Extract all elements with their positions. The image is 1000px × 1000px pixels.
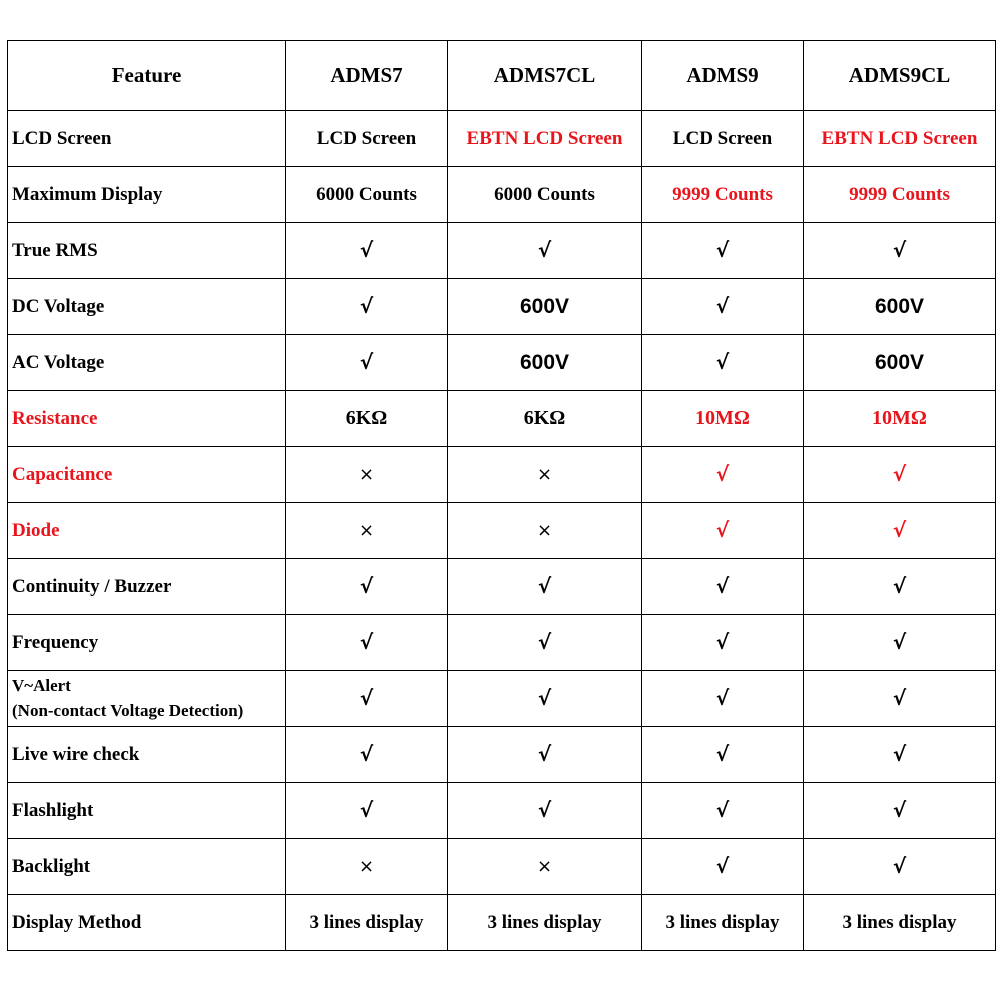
value-text: 9999 Counts [672,183,773,205]
check-mark-icon: √ [537,238,552,262]
table-row [8,615,996,671]
value-text: 6KΩ [345,407,388,429]
header-row [8,41,996,111]
value-cell [286,335,448,391]
value-cell [642,391,804,447]
check-mark-icon: √ [892,686,907,710]
table-row [8,447,996,503]
check-mark-icon: √ [715,294,730,318]
value-text: 3 lines display [487,911,602,933]
table-row [8,559,996,615]
value-cell [448,839,642,895]
check-mark-icon: √ [537,630,552,654]
table-row [8,671,996,727]
check-mark-icon: √ [715,630,730,654]
feature-cell: True RMS [8,223,286,279]
value-cell [804,503,996,559]
value-cell [448,671,642,727]
value-cell [286,783,448,839]
check-mark-icon: √ [892,462,907,486]
value-cell [642,895,804,951]
value-cell [286,559,448,615]
value-cell [448,503,642,559]
value-cell [642,671,804,727]
value-cell [448,391,642,447]
value-text: 6KΩ [523,407,566,429]
check-mark-icon: √ [715,742,730,766]
value-cell [286,167,448,223]
value-cell [804,615,996,671]
value-cell [804,111,996,167]
cross-mark-icon: × [358,855,375,877]
value-cell [448,615,642,671]
header-adms7: ADMS7 [286,41,448,111]
value-cell [642,783,804,839]
cross-mark-icon: × [536,463,553,485]
value-cell [448,447,642,503]
header-adms9cl: ADMS9CL [804,41,996,111]
value-cell [448,559,642,615]
value-cell [804,391,996,447]
value-text: 6000 Counts [316,183,417,205]
feature-cell: Diode [8,503,286,559]
value-cell [804,895,996,951]
check-mark-icon: √ [892,238,907,262]
check-mark-icon: √ [537,742,552,766]
value-text: 3 lines display [842,911,957,933]
value-text: 600V [874,350,925,374]
feature-cell: Live wire check [8,727,286,783]
table-row [8,783,996,839]
check-mark-icon: √ [359,686,374,710]
value-cell [448,895,642,951]
cross-mark-icon: × [358,463,375,485]
value-cell [804,783,996,839]
feature-cell: LCD Screen [8,111,286,167]
feature-label: V~Alert [12,675,71,695]
table-row [8,279,996,335]
check-mark-icon: √ [537,798,552,822]
value-text: 3 lines display [309,911,424,933]
value-cell [642,279,804,335]
value-cell [804,167,996,223]
value-cell [286,223,448,279]
check-mark-icon: √ [892,630,907,654]
value-text: LCD Screen [316,127,417,149]
table-row [8,895,996,951]
feature-cell: Capacitance [8,447,286,503]
value-cell [804,335,996,391]
table-row [8,111,996,167]
value-cell [804,279,996,335]
check-mark-icon: √ [715,574,730,598]
check-mark-icon: √ [537,574,552,598]
value-cell [286,727,448,783]
value-cell [286,671,448,727]
value-text: 6000 Counts [494,183,595,205]
check-mark-icon: √ [715,686,730,710]
table-row [8,727,996,783]
value-cell [286,895,448,951]
value-text: 3 lines display [665,911,780,933]
value-cell [448,727,642,783]
table-row [8,223,996,279]
value-cell [804,671,996,727]
value-cell [286,111,448,167]
table-row [8,391,996,447]
value-text: 9999 Counts [849,183,950,205]
feature-cell: Frequency [8,615,286,671]
value-cell [448,111,642,167]
value-cell [286,839,448,895]
feature-cell: Backlight [8,839,286,895]
value-cell [448,279,642,335]
value-cell [286,391,448,447]
value-text: 10MΩ [695,407,750,429]
value-cell [286,447,448,503]
value-cell [642,615,804,671]
check-mark-icon: √ [715,238,730,262]
check-mark-icon: √ [892,518,907,542]
feature-cell [8,671,286,727]
value-cell [642,223,804,279]
table-header [8,41,996,111]
value-text: 600V [874,294,925,318]
table-row [8,335,996,391]
feature-cell: Maximum Display [8,167,286,223]
value-cell [804,223,996,279]
value-text: LCD Screen [672,127,773,149]
check-mark-icon: √ [359,574,374,598]
header-adms9: ADMS9 [642,41,804,111]
value-cell [448,167,642,223]
table-row [8,167,996,223]
feature-cell: AC Voltage [8,335,286,391]
header-adms7cl: ADMS7CL [448,41,642,111]
value-cell [642,167,804,223]
check-mark-icon: √ [715,518,730,542]
value-text: 600V [519,350,570,374]
table-row [8,839,996,895]
value-cell [642,111,804,167]
cross-mark-icon: × [536,519,553,541]
value-cell [642,503,804,559]
header-feature: Feature [8,41,286,111]
feature-cell: Flashlight [8,783,286,839]
feature-cell: Continuity / Buzzer [8,559,286,615]
table-row [8,503,996,559]
value-cell [642,559,804,615]
table-body [8,111,996,951]
value-cell [448,223,642,279]
feature-cell: Resistance [8,391,286,447]
value-text: EBTN LCD Screen [466,127,623,149]
value-cell [448,783,642,839]
value-text: 600V [519,294,570,318]
check-mark-icon: √ [715,462,730,486]
feature-sublabel: (Non-contact Voltage Detection) [12,700,244,720]
cross-mark-icon: × [536,855,553,877]
value-cell [642,839,804,895]
value-text: EBTN LCD Screen [821,127,978,149]
check-mark-icon: √ [892,798,907,822]
feature-cell: Display Method [8,895,286,951]
value-cell [804,447,996,503]
check-mark-icon: √ [359,238,374,262]
check-mark-icon: √ [359,294,374,318]
value-cell [286,503,448,559]
check-mark-icon: √ [715,854,730,878]
value-cell [804,727,996,783]
value-cell [804,559,996,615]
value-cell [804,839,996,895]
comparison-table [7,40,996,951]
value-cell [642,727,804,783]
check-mark-icon: √ [892,574,907,598]
feature-cell: DC Voltage [8,279,286,335]
cross-mark-icon: × [358,519,375,541]
check-mark-icon: √ [715,350,730,374]
value-cell [642,335,804,391]
check-mark-icon: √ [537,686,552,710]
check-mark-icon: √ [359,350,374,374]
value-text: 10MΩ [872,407,927,429]
check-mark-icon: √ [715,798,730,822]
value-cell [286,615,448,671]
check-mark-icon: √ [892,854,907,878]
value-cell [642,447,804,503]
check-mark-icon: √ [892,742,907,766]
check-mark-icon: √ [359,798,374,822]
value-cell [286,279,448,335]
check-mark-icon: √ [359,742,374,766]
value-cell [448,335,642,391]
check-mark-icon: √ [359,630,374,654]
